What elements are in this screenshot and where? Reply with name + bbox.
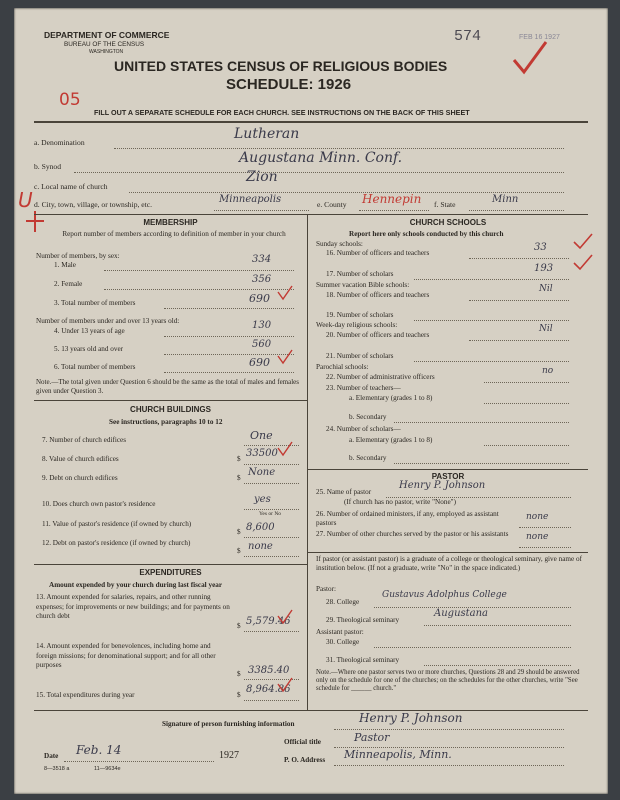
q8-value: 33500 xyxy=(246,448,278,459)
department-name: DEPARTMENT OF COMMERCE xyxy=(44,30,170,40)
form-number: 8—3518 a xyxy=(44,766,70,772)
q1-label: 1. Male xyxy=(54,261,76,269)
denomination-value: Lutheran xyxy=(234,126,300,142)
q30-label: 30. College xyxy=(326,638,360,646)
q3-label: 3. Total number of members xyxy=(54,299,136,307)
expenditures-subtitle: Amount expended by your church during last fiscal year xyxy=(49,581,223,589)
expenditures-heading: EXPENDITURES xyxy=(139,568,202,577)
red-tick-q15-icon xyxy=(276,676,294,694)
q1-value: 334 xyxy=(252,254,272,265)
date-value: Feb. 14 xyxy=(76,743,122,757)
city-value: Minneapolis xyxy=(219,194,282,205)
q18-label: 18. Number of officers and teachers xyxy=(326,291,430,299)
local-name-value: Zion xyxy=(246,169,278,185)
summer-schools: Summer vacation Bible schools: xyxy=(316,281,410,289)
red-check-mark-icon xyxy=(510,38,550,78)
membership-heading: MEMBERSHIP xyxy=(143,218,198,227)
red-code: 05 xyxy=(59,90,81,110)
red-tick-q16-icon xyxy=(572,232,594,250)
local-name-label: c. Local name of church xyxy=(34,182,108,191)
date-year: 1927 xyxy=(219,750,239,761)
bureau-city: WASHINGTON xyxy=(89,49,124,55)
q15-dollar: $ xyxy=(237,691,241,699)
q16-label: 16. Number of officers and teachers xyxy=(326,249,430,257)
sunday-schools: Sunday schools: xyxy=(316,240,363,248)
q23-label: 23. Number of teachers— xyxy=(326,384,401,392)
red-tick-q13-icon xyxy=(276,608,294,626)
county-value: Hennepin xyxy=(362,192,422,206)
graduate-instructions: If pastor (or assistant pastor) is a graduate of a college or theological seminary, give name of institution below. (If not a graduate, write "No" in the space indicated.) xyxy=(316,555,582,572)
q28-label: 28. College xyxy=(326,598,360,606)
red-side-mark: U xyxy=(18,188,33,212)
q20-value: Nil xyxy=(539,324,553,334)
date-label: Date xyxy=(44,752,59,760)
q24-label: 24. Number of scholars— xyxy=(326,425,401,433)
q3-value: 690 xyxy=(249,292,270,305)
instructions-banner: FILL OUT A SEPARATE SCHEDULE FOR EACH CHURCH. SEE INSTRUCTIONS ON THE BACK OF THIS SHEET xyxy=(94,108,470,117)
q11-value: 8,600 xyxy=(246,522,275,533)
q4-value: 130 xyxy=(252,320,272,331)
po-address-label: P. O. Address xyxy=(284,756,326,764)
q4-label: 4. Under 13 years of age xyxy=(54,327,125,335)
q8-label: 8. Value of church edifices xyxy=(42,455,119,463)
received-stamp: FEB 16 1927 xyxy=(519,34,560,41)
q5-value: 560 xyxy=(252,339,272,350)
q5-label: 5. 13 years old and over xyxy=(54,345,124,353)
state-value: Minn xyxy=(492,194,519,205)
buildings-heading: CHURCH BUILDINGS xyxy=(130,405,211,414)
q12-dollar: $ xyxy=(237,547,241,555)
q26-label: 26. Number of ordained ministers, if any, employed as assistant pastors xyxy=(316,510,499,527)
q25-value: Henry P. Johnson xyxy=(399,480,486,491)
q27-label: 27. Number of other churches served by the pastor or his assistants xyxy=(316,530,509,538)
q16-value: 33 xyxy=(534,242,547,253)
q13-dollar: $ xyxy=(237,622,241,630)
county-label: e. County xyxy=(317,200,347,209)
red-tick-q6-icon xyxy=(276,348,294,366)
q12-value: none xyxy=(248,541,273,552)
q21-label: 21. Number of scholars xyxy=(326,352,394,360)
q6-value: 690 xyxy=(249,356,270,369)
schedule-number: 574 xyxy=(454,28,482,45)
yes-or-no-hint: Yes or No xyxy=(259,511,282,517)
q27-value: none xyxy=(526,532,549,542)
synod-value: Augustana Minn. Conf. xyxy=(239,150,403,166)
q24a-label: a. Elementary (grades 1 to 8) xyxy=(349,436,433,444)
q14-label: 14. Amount expended for benevolences, including home and foreign missions; for denominational support; and for all other purposes xyxy=(36,642,216,669)
q14-value: 3385.40 xyxy=(248,665,290,676)
q19-label: 19. Number of scholars xyxy=(326,311,394,319)
q10-value: yes xyxy=(254,494,271,505)
q20-label: 20. Number of officers and teachers xyxy=(326,331,430,339)
q11-label: 11. Value of pastor's residence (if owned by church) xyxy=(42,520,192,528)
pastor-note: Note.—Where one pastor serves two or more churches, Questions 28 and 29 should be answered only on the schedule for one of the churches; on the schedules for the other churches, write "See schedule for ______ church." xyxy=(316,669,580,692)
signature-label: Signature of person furnishing information xyxy=(162,720,295,728)
census-schedule-sheet xyxy=(14,8,608,794)
schedule-title: SCHEDULE: 1926 xyxy=(226,76,352,93)
q17-value: 193 xyxy=(534,263,554,274)
form-title: UNITED STATES CENSUS OF RELIGIOUS BODIES xyxy=(114,58,448,74)
q18-value: Nil xyxy=(539,284,553,294)
q22-value: no xyxy=(542,366,554,376)
q10-label: 10. Does church own pastor's residence xyxy=(42,500,156,508)
po-address-value: Minneapolis, Minn. xyxy=(344,748,452,761)
q2-value: 356 xyxy=(252,274,272,285)
schools-subtitle: Report here only schools conducted by this church xyxy=(349,230,504,238)
q31-label: 31. Theological seminary xyxy=(326,656,400,664)
buildings-subtitle: See instructions, paragraphs 10 to 12 xyxy=(109,418,223,426)
parochial-schools: Parochial schools: xyxy=(316,363,369,371)
signature-value: Henry P. Johnson xyxy=(359,711,463,725)
q29-value: Augustana xyxy=(434,608,489,619)
q7-label: 7. Number of church edifices xyxy=(42,436,127,444)
q23b-label: b. Secondary xyxy=(349,413,387,421)
q9-label: 9. Debt on church edifices xyxy=(42,474,118,482)
q11-dollar: $ xyxy=(237,528,241,536)
q2-label: 2. Female xyxy=(54,280,83,288)
q6-label: 6. Total number of members xyxy=(54,363,136,371)
q13-value: 5,579.46 xyxy=(246,616,291,627)
q9-dollar: $ xyxy=(237,474,241,482)
denomination-label: a. Denomination xyxy=(34,138,85,147)
q12-label: 12. Debt on pastor's residence (if owned by church) xyxy=(42,539,191,547)
q14-dollar: $ xyxy=(237,670,241,678)
synod-label: b. Synod xyxy=(34,162,62,171)
city-label: d. City, town, village, or township, etc. xyxy=(34,200,153,209)
members-by-sex: Number of members, by sex: xyxy=(36,252,120,260)
q9-value: None xyxy=(248,467,276,478)
red-tick-q17-icon xyxy=(572,253,594,271)
assistant-pastor-subheading: Assistant pastor: xyxy=(316,628,364,636)
q25-note: (If church has no pastor, write "None") xyxy=(344,498,456,506)
pastor-subheading: Pastor: xyxy=(316,585,336,593)
q29-label: 29. Theological seminary xyxy=(326,616,400,624)
membership-subtitle: Report number of members according to definition of member in your church xyxy=(62,230,286,238)
q28-value: Gustavus Adolphus College xyxy=(382,590,507,600)
red-tick-q3-icon xyxy=(276,284,294,302)
q23a-label: a. Elementary (grades 1 to 8) xyxy=(349,394,433,402)
weekday-schools: Week-day religious schools: xyxy=(316,321,398,329)
official-title-label: Official title xyxy=(284,738,321,746)
q8-dollar: $ xyxy=(237,455,241,463)
q15-label: 15. Total expenditures during year xyxy=(36,691,135,699)
state-label: f. State xyxy=(434,200,456,209)
membership-note: Note.—The total given under Question 6 should be the same as the total of males and females given under Question 3. xyxy=(36,378,300,395)
q22-label: 22. Number of administrative officers xyxy=(326,373,435,381)
q24b-label: b. Secondary xyxy=(349,454,387,462)
official-title-value: Pastor xyxy=(354,731,390,744)
print-number: 11—9634e xyxy=(94,766,121,772)
q25-label: 25. Name of pastor xyxy=(316,488,372,496)
schools-heading: CHURCH SCHOOLS xyxy=(409,218,487,227)
red-tick-q8-icon xyxy=(276,440,294,458)
q7-value: One xyxy=(250,429,273,442)
members-by-age: Number of members under and over 13 years old: xyxy=(36,317,180,325)
q17-label: 17. Number of scholars xyxy=(326,270,394,278)
q15-value: 8,964.86 xyxy=(246,684,291,695)
bureau-name: BUREAU OF THE CENSUS xyxy=(64,41,145,48)
q13-label: 13. Amount expended for salaries, repairs, and other running expenses; for improvements or new buildings; and for payments on church debt xyxy=(36,593,230,620)
q26-value: none xyxy=(526,512,549,522)
pastor-heading: PASTOR xyxy=(431,472,465,481)
